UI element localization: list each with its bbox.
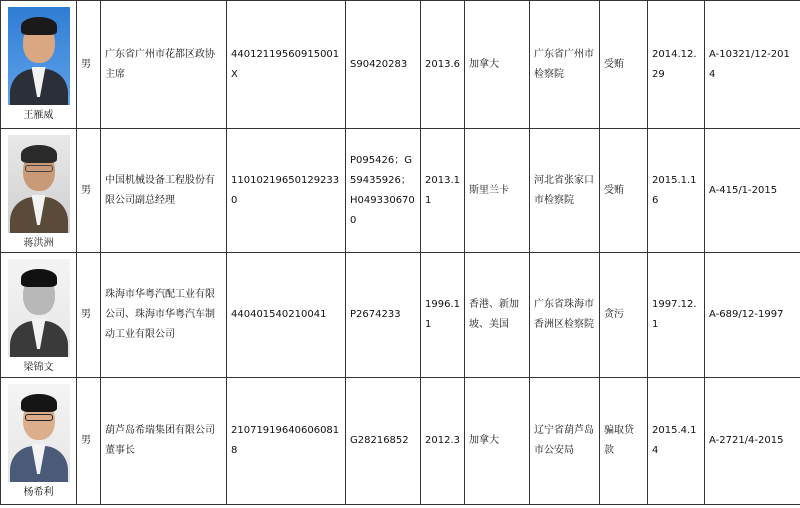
charge-cell: 受贿 xyxy=(600,1,648,129)
notice-date-cell: 2014.12.29 xyxy=(648,1,705,129)
notice-number-cell: A-689/12-1997 xyxy=(705,253,800,378)
date-fled-cell: 2013.11 xyxy=(421,129,465,253)
id-number-cell: 44012119560915001X xyxy=(227,1,346,129)
photo-cell xyxy=(1,378,77,505)
person-name: 杨希利 xyxy=(23,487,54,498)
person-name: 王雁威 xyxy=(23,110,54,121)
workplace-cell: 珠海市华粤汽配工业有限公司、珠海市华粤汽车制动工业有限公司 xyxy=(101,253,227,378)
portrait-photo xyxy=(8,384,70,482)
table-row xyxy=(1,378,800,505)
destination-cell: 香港、新加坡、美国 xyxy=(465,253,530,378)
id-number-cell: 110102196501292330 xyxy=(227,129,346,253)
person-name: 梁锦文 xyxy=(23,362,54,373)
passport-cell: P2674233 xyxy=(346,253,421,378)
gender-cell: 男 xyxy=(77,378,101,505)
filing-agency-cell: 广东省珠海市香洲区检察院 xyxy=(530,253,600,378)
passport-cell: G28216852 xyxy=(346,378,421,505)
workplace-cell: 中国机械设备工程股份有限公司副总经理 xyxy=(101,129,227,253)
photo-cell xyxy=(1,129,77,253)
id-number-cell: 440401540210041 xyxy=(227,253,346,378)
notice-number-cell: A-10321/12-2014 xyxy=(705,1,800,129)
filing-agency-cell: 辽宁省葫芦岛市公安局 xyxy=(530,378,600,505)
gender-cell: 男 xyxy=(77,253,101,378)
workplace-cell: 葫芦岛希瑞集团有限公司董事长 xyxy=(101,378,227,505)
date-fled-cell: 2013.6 xyxy=(421,1,465,129)
notice-number-cell: A-415/1-2015 xyxy=(705,129,800,253)
destination-cell: 加拿大 xyxy=(465,378,530,505)
notice-date-cell: 1997.12.1 xyxy=(648,253,705,378)
gender-cell: 男 xyxy=(77,129,101,253)
date-fled-cell: 2012.3 xyxy=(421,378,465,505)
workplace-cell: 广东省广州市花都区政协主席 xyxy=(101,1,227,129)
charge-cell: 骗取贷款 xyxy=(600,378,648,505)
table-row xyxy=(1,129,800,253)
id-number-cell: 210719196406060818 xyxy=(227,378,346,505)
notice-number-cell: A-2721/4-2015 xyxy=(705,378,800,505)
portrait-photo xyxy=(8,135,70,233)
portrait-photo xyxy=(8,259,70,357)
gender-cell: 男 xyxy=(77,1,101,129)
notice-date-cell: 2015.4.14 xyxy=(648,378,705,505)
table-row xyxy=(1,1,800,129)
passport-cell: P095426；G59435926；H0493306700 xyxy=(346,129,421,253)
filing-agency-cell: 河北省张家口市检察院 xyxy=(530,129,600,253)
notice-date-cell: 2015.1.16 xyxy=(648,129,705,253)
date-fled-cell: 1996.11 xyxy=(421,253,465,378)
table-row xyxy=(1,253,800,378)
destination-cell: 斯里兰卡 xyxy=(465,129,530,253)
portrait-photo xyxy=(8,7,70,105)
photo-cell xyxy=(1,1,77,129)
photo-cell xyxy=(1,253,77,378)
charge-cell: 受贿 xyxy=(600,129,648,253)
person-name: 蒋洪洲 xyxy=(23,238,54,249)
destination-cell: 加拿大 xyxy=(465,1,530,129)
filing-agency-cell: 广东省广州市检察院 xyxy=(530,1,600,129)
passport-cell: S90420283 xyxy=(346,1,421,129)
charge-cell: 贪污 xyxy=(600,253,648,378)
